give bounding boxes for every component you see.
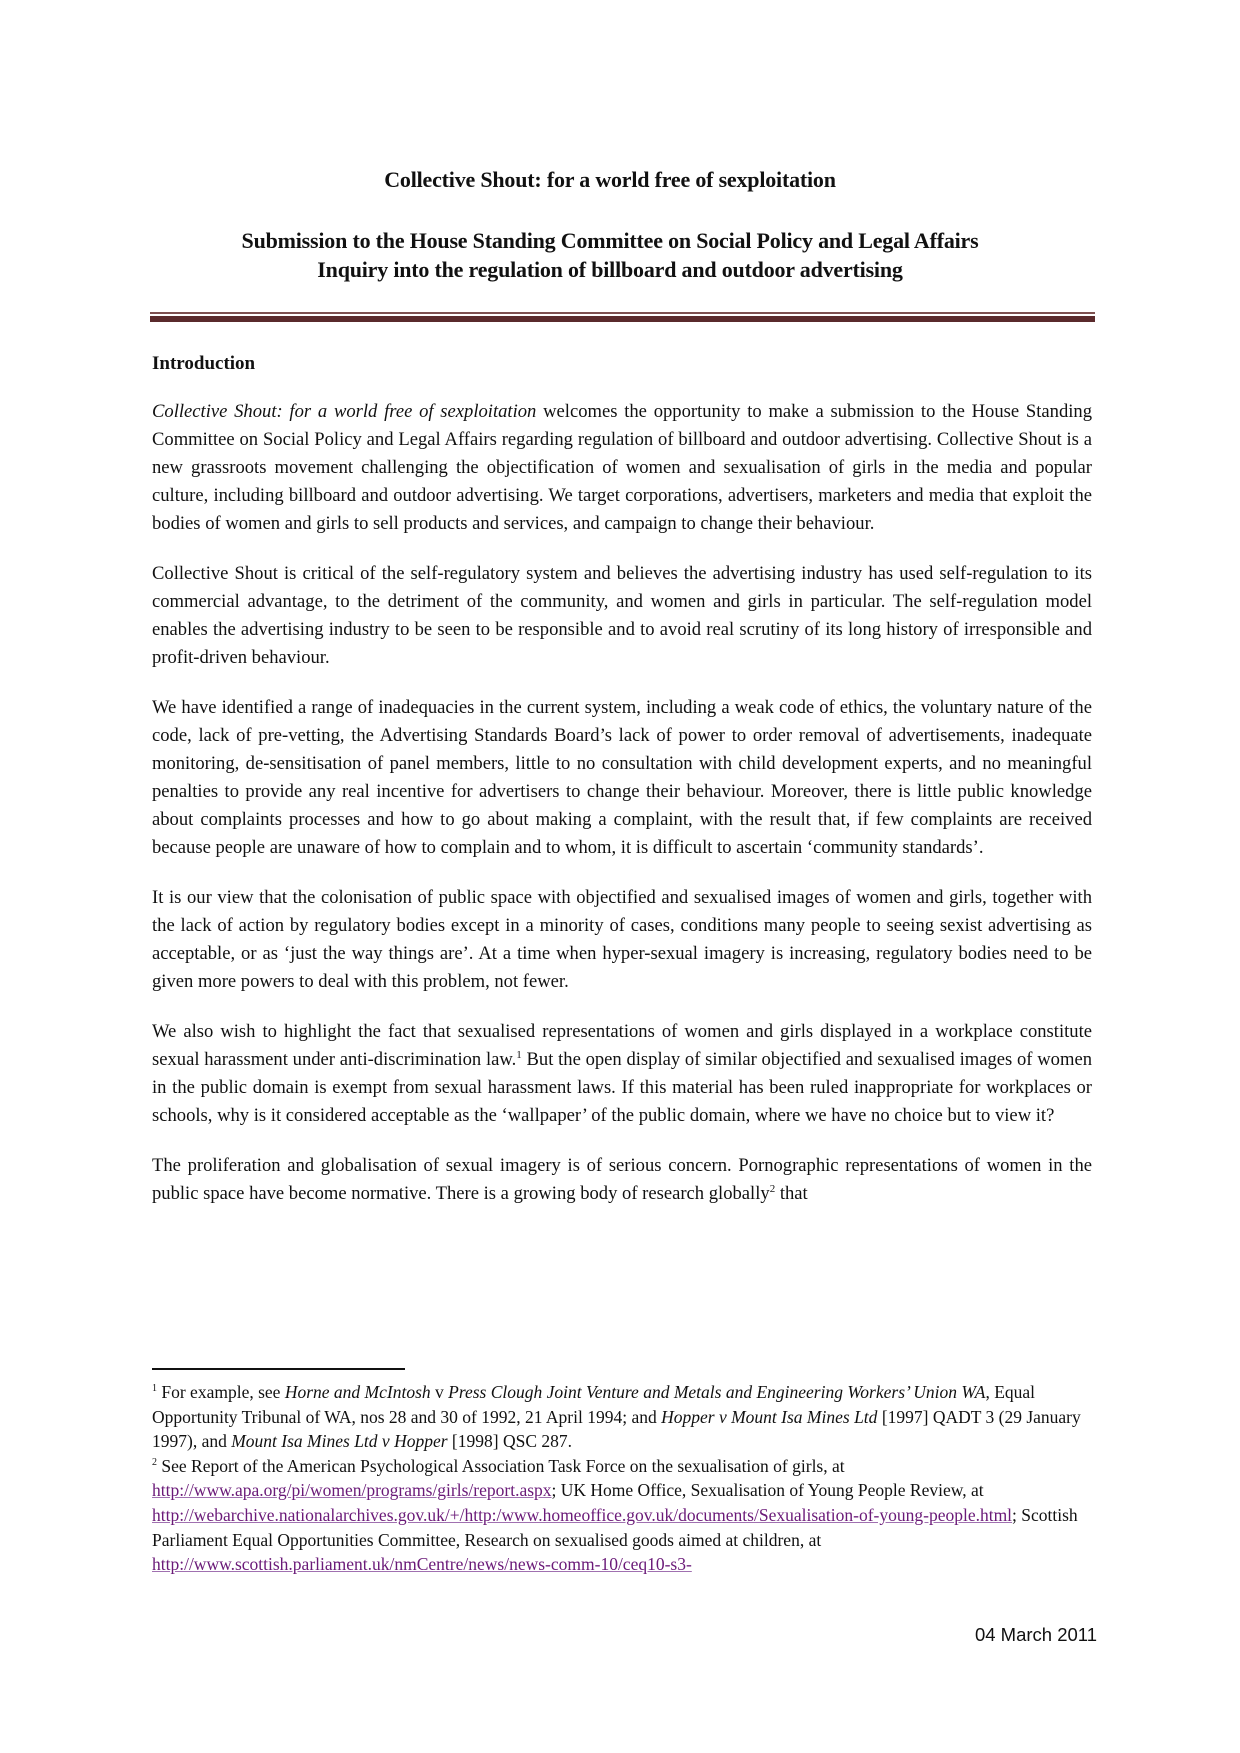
footnote-1-text: For example, see <box>157 1382 285 1402</box>
paragraph-6-text-b: that <box>775 1183 808 1204</box>
paragraph-6 <box>152 1152 1092 1208</box>
footnote-2 <box>152 1454 1092 1577</box>
paragraph-6-text-a: The proliferation and globalisation of sexual imagery is of serious concern. Pornographic representations of women in the public space have become normative. There is a growing body of research globally <box>152 1155 1092 1204</box>
footnote-1-text: , Equal Opportunity Tribunal of WA, nos 28 and 30 of 1992, 21 April 1994; and <box>152 1382 1036 1427</box>
body-text <box>152 398 1092 1230</box>
footnote-ref-1[interactable]: 1 <box>516 1048 522 1061</box>
footnote-2-text: See Report of the American Psychological Association Task Force on the sexualisation of girls, at <box>157 1455 845 1476</box>
homeoffice-report-link[interactable]: http://webarchive.nationalarchives.gov.uk/+/http:/www.homeoffice.gov.uk/documents/Sexualisation-of-young-people.html <box>152 1504 1013 1525</box>
title-divider-thin <box>150 312 1095 314</box>
subtitle-line-2: Inquiry into the regulation of billboard and outdoor advertising <box>317 257 903 282</box>
organisation-name-italic: Collective Shout: for a world free of sexploitation <box>152 401 537 422</box>
document-title: Collective Shout: for a world free of sexploitation <box>384 167 836 192</box>
footnote-1-number: 1 <box>152 1383 157 1395</box>
case-name: Horne and McIntosh <box>284 1382 431 1402</box>
paragraph-5-text-b: But the open display of similar objectified and sexualised images of women in the public domain is exempt from sexual harassment laws. If this material has been ruled inappropriate for workplaces or schools, why is it considered acceptable as the ‘wallpaper’ of the public domain, where we have no choice but to view it? <box>152 1049 1092 1126</box>
paragraph-1-text: welcomes the opportunity to make a submission to the House Standing Committee on Social Policy and Legal Affairs regarding regulation of billboard and outdoor advertising. Collective Shout is a new grassroots movement challenging the objectification of women and sexualisation of girls in the media and popular culture, including billboard and outdoor advertising. We target corporations, advertisers, marketers and media that exploit the bodies of women and girls to sell products and services, and campaign to change their behaviour. <box>152 401 1092 534</box>
case-name: Mount Isa Mines Ltd v Hopper <box>231 1431 448 1452</box>
footnote-2-text: ; UK Home Office, Sexualisation of Young People Review, at <box>551 1480 984 1501</box>
footnote-ref-2[interactable]: 2 <box>769 1182 776 1195</box>
case-name: Hopper v Mount Isa Mines Ltd <box>661 1406 878 1427</box>
footnotes <box>152 1380 1092 1577</box>
apa-report-link[interactable]: http://www.apa.org/pi/women/programs/girls/report.aspx <box>152 1480 552 1501</box>
footnote-1 <box>152 1380 1092 1454</box>
footnote-2-number: 2 <box>152 1456 157 1468</box>
section-heading-introduction: Introduction <box>152 353 256 374</box>
case-name: Press Clough Joint Venture and Metals and Engineering Workers’ Union WA <box>448 1382 986 1402</box>
footnote-1-text: v <box>430 1382 449 1402</box>
footnote-1-text: [1998] QSC 287. <box>447 1431 572 1452</box>
scottish-parliament-link[interactable]: http://www.scottish.parliament.uk/nmCentre/news/news-comm-10/ceq10-s3- <box>152 1554 692 1575</box>
paragraph-2: Collective Shout is critical of the self-regulatory system and believes the advertising industry has used self-regulation to its commercial advantage, to the detriment of the community, and women and girls in particular. The self-regulation model enables the advertising industry to be seen to be responsible and to avoid real scrutiny of its long history of irresponsible and profit-driven behaviour. <box>152 563 1092 668</box>
footnote-1-text: [1997] QADT 3 (29 January 1997), and <box>152 1406 1081 1452</box>
paragraph-1 <box>152 398 1092 538</box>
paragraph-3: We have identified a range of inadequacies in the current system, including a weak code of ethics, the voluntary nature of the code, lack of pre-vetting, the Advertising Standards Board’s lack of power to order removal of advertisements, inadequate monitoring, de-sensitisation of panel members, little to no consultation with child development experts, and no meaningful penalties to provide any real incentive for advertisers to change their behaviour. Moreover, there is little public knowledge about complaints processes and how to go about making a complaint, with the result that, if few complaints are received because people are unaware of how to complain and to whom, it is difficult to ascertain ‘community standards’. <box>152 697 1092 858</box>
footnote-2-text: ; Scottish Parliament Equal Opportunities Committee, Research on sexualised goods aimed at children, at <box>152 1504 1078 1550</box>
paragraph-5-text-a: We also wish to highlight the fact that sexualised representations of women and girls displayed in a workplace constitute sexual harassment under anti-discrimination law. <box>152 1021 1092 1070</box>
title-divider-thick <box>150 316 1095 322</box>
document-date: 04 March 2011 <box>974 1624 1097 1645</box>
document-subtitle <box>128 226 1092 284</box>
footnote-separator <box>152 1368 405 1370</box>
paragraph-4: It is our view that the colonisation of public space with objectified and sexualised images of women and girls, together with the lack of action by regulatory bodies except in a minority of cases, conditions many people to seeing sexist advertising as acceptable, or as ‘just the way things are’. At a time when hyper-sexual imagery is increasing, regulatory bodies need to be given more powers to deal with this problem, not fewer. <box>152 887 1092 992</box>
subtitle-line-1: Submission to the House Standing Committee on Social Policy and Legal Affairs <box>241 228 979 253</box>
paragraph-5 <box>152 1018 1092 1130</box>
